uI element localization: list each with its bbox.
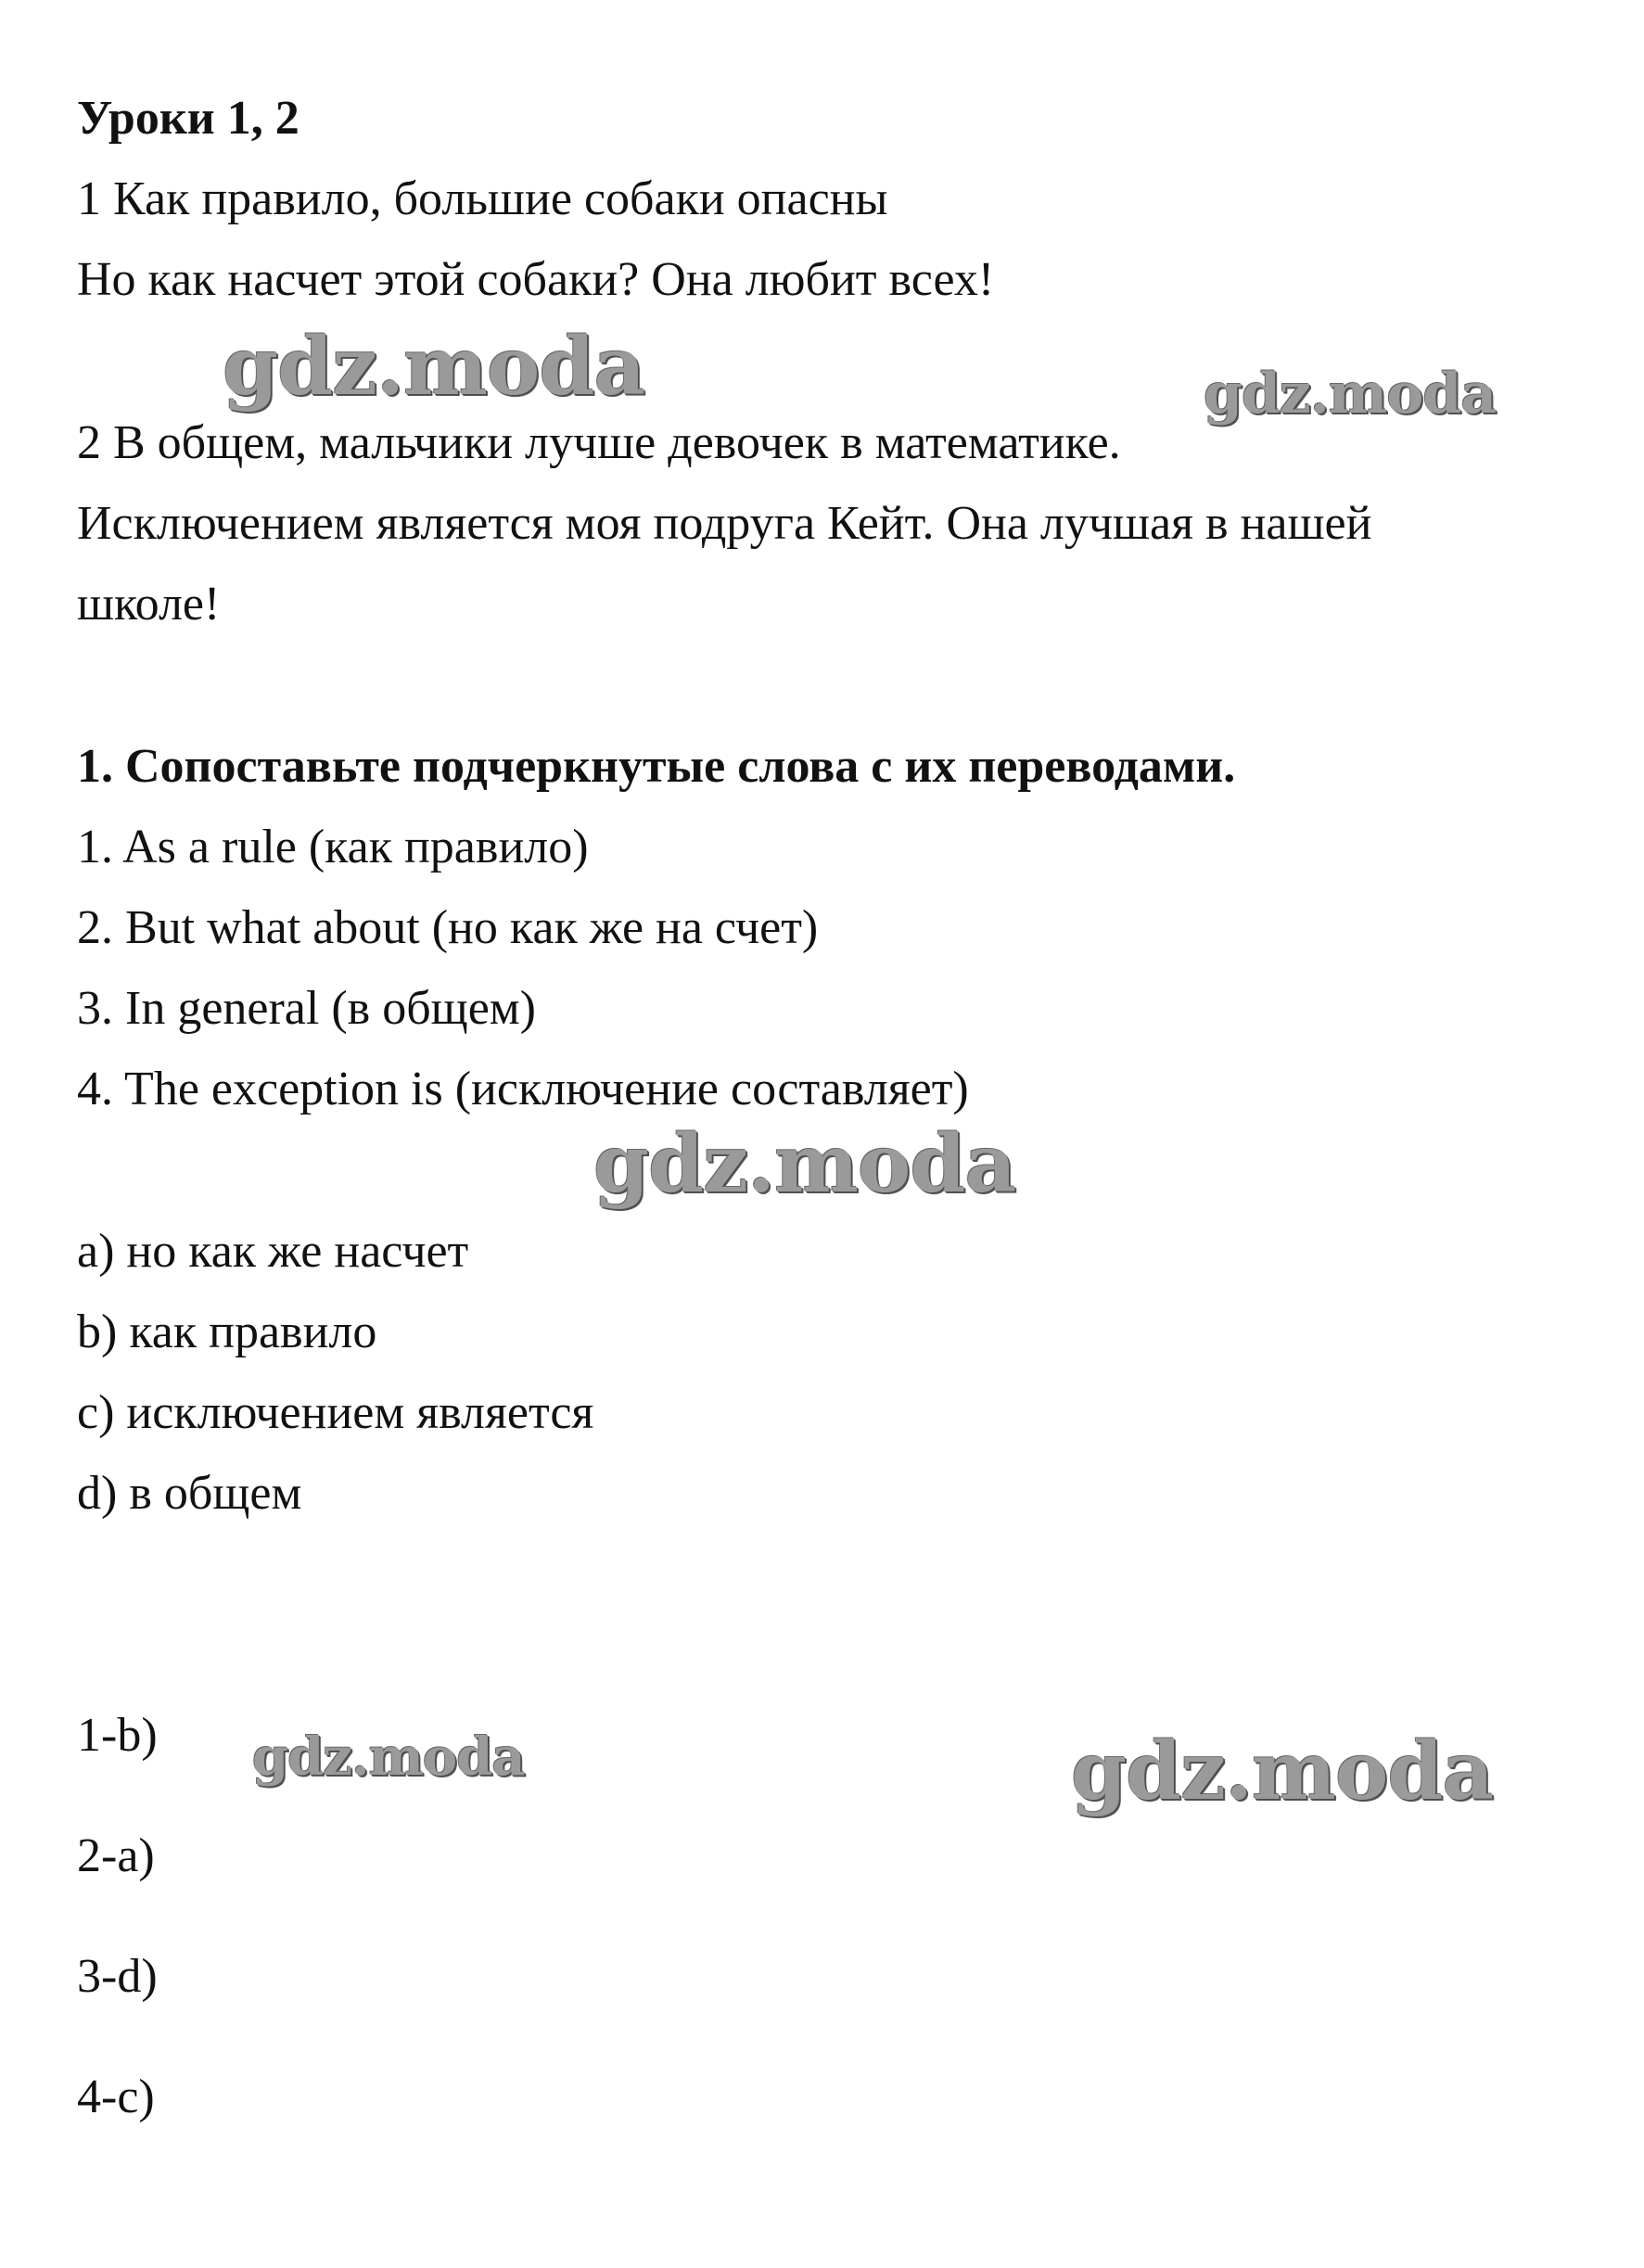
answer: 3-d) [77, 1950, 158, 2003]
lesson-heading: Уроки 1, 2 [77, 92, 299, 145]
watermark-logo: gdz.moda [1204, 362, 1497, 427]
task-item: 2. But what about (но как же на счет) [77, 901, 819, 954]
text-line: Исключением является моя подруга Кейт. Она лучшая в нашей [77, 497, 1372, 550]
task-title: 1. Сопоставьте подчеркнутые слова с их переводами. [77, 740, 1236, 793]
task-item: 4. The exception is (исключение составляет) [77, 1063, 969, 1115]
text-line: 1 Как правило, большие собаки опасны [77, 172, 888, 225]
text-line: школе! [77, 578, 221, 631]
text-line: 2 В общем, мальчики лучше девочек в математике. [77, 416, 1121, 469]
task-option: c) исключением является [77, 1386, 594, 1439]
watermark-logo: gdz.moda [223, 320, 645, 414]
task-option: d) в общем [77, 1467, 302, 1520]
task-item: 3. In general (в общем) [77, 982, 536, 1035]
task-option: a) но как же насчет [77, 1225, 469, 1278]
answer: 4-c) [77, 2071, 155, 2123]
text-line: Но как насчет этой собаки? Она любит всех! [77, 253, 995, 306]
answer: 1-b) [77, 1709, 158, 1762]
task-item: 1. As a rule (как правило) [77, 821, 589, 873]
answer: 2-a) [77, 1829, 155, 1882]
watermark-logo: gdz.moda [593, 1117, 1016, 1211]
watermark-logo: gdz.moda [1071, 1725, 1494, 1818]
task-option: b) как правило [77, 1306, 377, 1358]
watermark-logo: gdz.moda [252, 1726, 525, 1788]
